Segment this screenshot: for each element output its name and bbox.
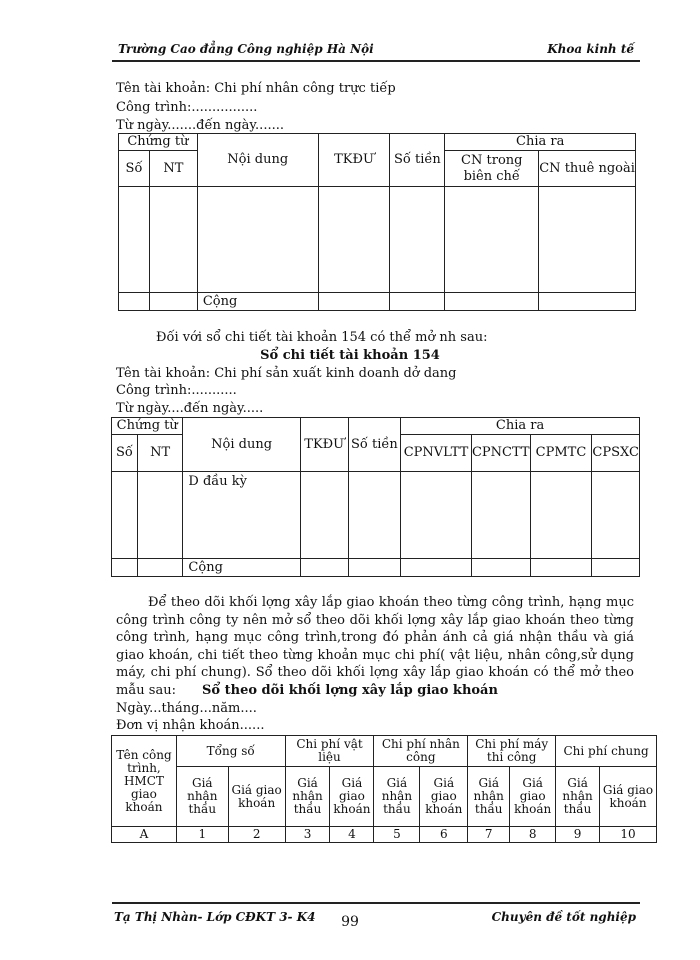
s1-voucher-head: Chứng từ [119, 134, 198, 151]
page-number: 99 [341, 914, 359, 930]
s1-split-head: Chia ra [445, 134, 636, 151]
s3-num-cell: 8 [510, 827, 556, 843]
s3-num-cell: 4 [330, 827, 374, 843]
s3-num-cell: 10 [600, 827, 657, 843]
s3-num-cell: 3 [285, 827, 330, 843]
s3-sub-recv: Giá nhận thầu [374, 767, 420, 827]
s2-col-cpnvltt: CPNVLTT [401, 435, 472, 472]
s3-sub-give: Giá giao khoán [420, 767, 468, 827]
s1-in-head: CN trong biên chế [445, 151, 539, 187]
s2-date-head: NT [137, 435, 183, 472]
s3-group-material: Chi phí vật liệu [285, 736, 374, 767]
s2-total-label: Cộng [183, 559, 300, 577]
s3-group-machine: Chi phí máy thi công [468, 736, 556, 767]
s1-no-head: Số [119, 151, 150, 187]
s3-sub-give: Giá giao khoán [600, 767, 657, 827]
s3-group-total: Tổng số [176, 736, 285, 767]
s1-date-line: Từ ngày.......đến ngày....... [116, 118, 284, 133]
s2-split-head: Chia ra [401, 418, 640, 435]
s1-date-head: NT [149, 151, 197, 187]
s3-sub-give: Giá giao khoán [510, 767, 556, 827]
s1-amount-head: Số tiền [390, 134, 445, 187]
s3-group-labor: Chi phí nhân công [374, 736, 468, 767]
s2-voucher-head: Chứng từ [112, 418, 183, 435]
s1-out-head: CN thuê ngoài [539, 151, 636, 187]
s1-tkdu-head: TKĐƯ [318, 134, 390, 187]
page-header [112, 40, 640, 62]
s2-project-line: Công trình:........... [116, 383, 237, 398]
s3-sub-recv: Giá nhận thầu [556, 767, 600, 827]
s3-num-cell: 6 [420, 827, 468, 843]
header-faculty: Khoa kinh tế [547, 42, 634, 56]
s2-no-head: Số [112, 435, 138, 472]
s2-date-line: Từ ngày....đến ngày..... [116, 401, 264, 416]
s3-sub-recv: Giá nhận thầu [285, 767, 330, 827]
s3-sub-recv: Giá nhận thầu [468, 767, 510, 827]
s3-date-line: Ngày...tháng...năm.... [116, 701, 257, 716]
s3-num-cell: 9 [556, 827, 600, 843]
s3-contract-table [111, 735, 657, 843]
s2-ledger-table [111, 417, 640, 577]
s2-amount-head: Số tiền [348, 418, 400, 472]
s3-num-cell: 2 [228, 827, 285, 843]
s2-title: Sổ chi tiết tài khoản 154 [260, 348, 440, 363]
paragraph-text: Để theo dõi khối lợng xây lắp giao khoán theo từng công trình, hạng mục công trình công ty nên mở sổ theo dõi khối lợng xây lắp giao khoán theo từng công trình, hạng mục công trình,trong đó phản ánh cả giá nhận thầu và giá giao khoán, chi tiết theo từng khoản mục chi phí( vật liệu, nhân công,sử dụng máy, chi phí chung). Sổ theo dõi khối lợng xây lắp giao khoán có thể mở theo mẫu sau: [116, 595, 634, 698]
s2-col-cpnctt: CPNCTT [471, 435, 530, 472]
s3-sub-recv: Giá nhận thầu [176, 767, 228, 827]
header-school: Trường Cao đẳng Công nghiệp Hà Nội [118, 42, 374, 56]
footer-author: Tạ Thị Nhàn- Lớp CĐKT 3- K4 [114, 910, 316, 924]
s1-ledger-table [118, 133, 636, 311]
s1-total-label: Cộng [197, 293, 318, 311]
s2-col-cpmtc: CPMTC [530, 435, 592, 472]
s2-opening-label: D đầu kỳ [183, 472, 300, 559]
s2-account-line: Tên tài khoản: Chi phí sản xuất kinh doanh dở dang [116, 366, 457, 381]
s3-num-cell: A [112, 827, 177, 843]
s3-sub-give: Giá giao khoán [330, 767, 374, 827]
s3-num-cell: 1 [176, 827, 228, 843]
s3-group-general: Chi phí chung [556, 736, 657, 767]
s1-project-line: Công trình:................ [116, 100, 258, 115]
s2-tkdu-head: TKĐƯ [300, 418, 348, 472]
s3-num-cell: 7 [468, 827, 510, 843]
s2-col-cpsxc: CPSXC [592, 435, 640, 472]
s2-content-head: Nội dung [183, 418, 300, 472]
intro-154: Đối với sổ chi tiết tài khoản 154 có thể mở nh sau: [156, 330, 488, 345]
s1-account-line: Tên tài khoản: Chi phí nhân công trực tiếp [116, 81, 396, 96]
s1-content-head: Nội dung [197, 134, 318, 187]
s3-name-head: Tên công trình, HMCT giao khoán [112, 736, 177, 827]
s3-sub-give: Giá giao khoán [228, 767, 285, 827]
s3-unit-line: Đơn vị nhận khoán...... [116, 718, 265, 733]
s3-num-cell: 5 [374, 827, 420, 843]
footer-topic: Chuyên đề tốt nghiệp [491, 910, 636, 924]
s3-title: Sổ theo dõi khối lợng xây lắp giao khoán [202, 683, 498, 698]
